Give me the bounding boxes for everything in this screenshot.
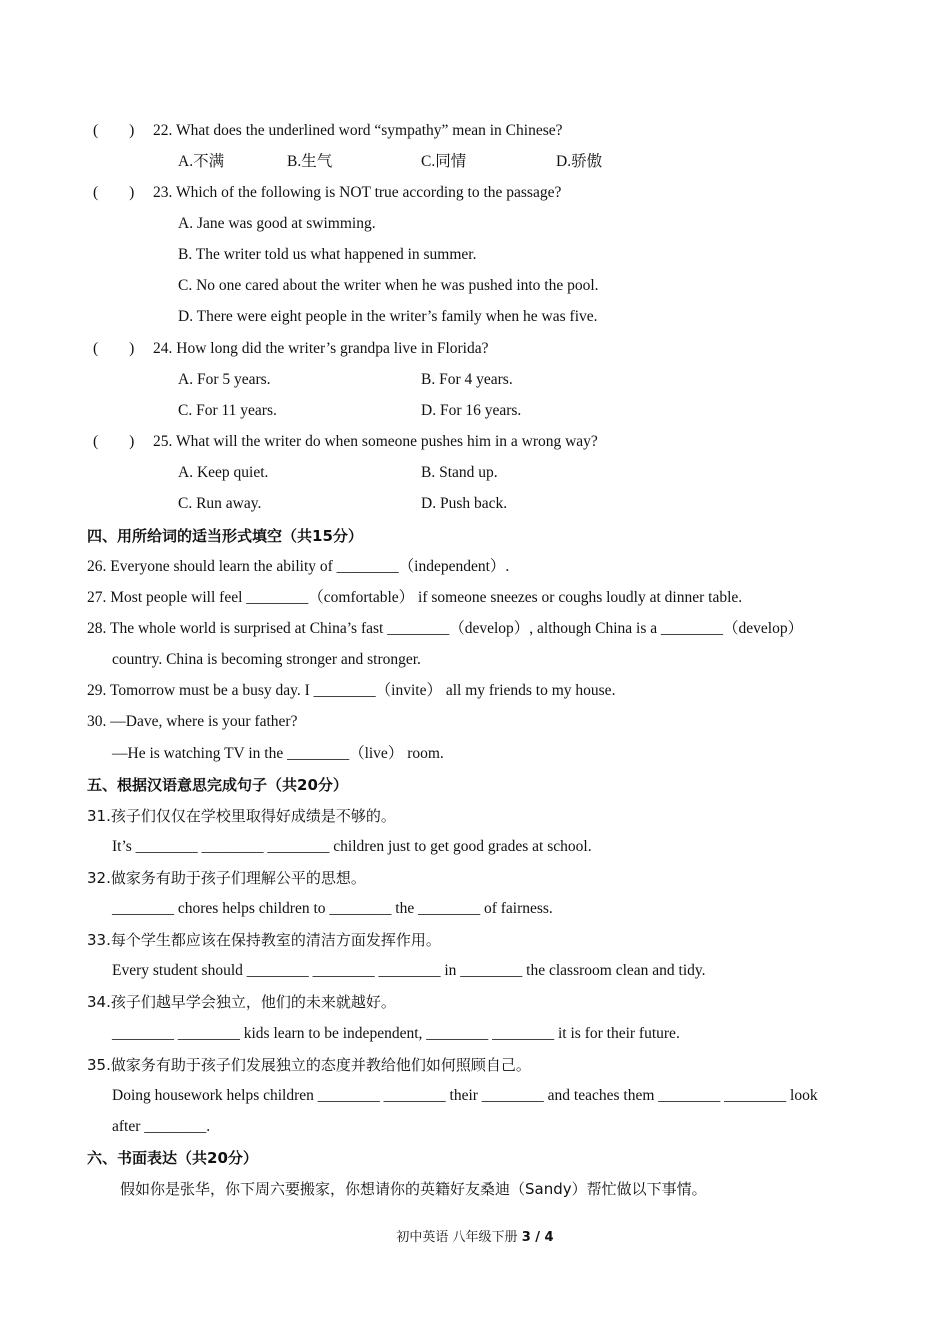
q28-line2: country. China is becoming stronger and stronger. xyxy=(112,651,421,668)
q35-english-line2: after ________. xyxy=(112,1118,211,1135)
section6-intro: 假如你是张华，你下周六要搬家，你想请你的英籍好友桑迪（Sandy）帮忙做以下事情。 xyxy=(120,1180,707,1198)
q22-stem: 22. What does the underlined word “sympathy” mean in Chinese? xyxy=(153,122,563,139)
q35-chinese: 35.做家务有助于孩子们发展独立的态度并教给他们如何照顾自己。 xyxy=(87,1056,531,1074)
q22-option-a: A.不满 xyxy=(178,153,225,170)
page-number: 3 / 4 xyxy=(521,1230,554,1245)
q24-option-a: A. For 5 years. xyxy=(178,371,271,388)
q22-option-d: D.骄傲 xyxy=(556,153,603,170)
q24-stem: 24. How long did the writer’s grandpa live in Florida? xyxy=(153,340,489,357)
q24-option-d: D. For 16 years. xyxy=(421,402,522,419)
q33-english: Every student should ________ ________ ________ in ________ the classroom clean and tidy. xyxy=(112,962,706,979)
q31-english: It’s ________ ________ ________ children just to get good grades at school. xyxy=(112,838,592,855)
q24-option-c: C. For 11 years. xyxy=(178,402,277,419)
q25-stem: 25. What will the writer do when someone pushes him in a wrong way? xyxy=(153,433,598,450)
q25-paren: ( ) xyxy=(93,433,135,450)
q23-option-d: D. There were eight people in the writer’s family when he was five. xyxy=(178,308,598,325)
q23-option-a: A. Jane was good at swimming. xyxy=(178,215,376,232)
q32-english: ________ chores helps children to ________ the ________ of fairness. xyxy=(112,900,553,917)
section5-title: 五、根据汉语意思完成句子（共20分） xyxy=(87,776,348,794)
q25-option-d: D. Push back. xyxy=(421,495,508,512)
q34-chinese: 34.孩子们越早学会独立，他们的未来就越好。 xyxy=(87,993,396,1011)
section4-title: 四、用所给词的适当形式填空（共15分） xyxy=(87,527,363,545)
q24-paren: ( ) xyxy=(93,340,135,357)
q23-stem: 23. Which of the following is NOT true according to the passage? xyxy=(153,184,562,201)
q27: 27. Most people will feel ________（comfortable） if someone sneezes or coughs loudly at dinner table. xyxy=(87,589,743,606)
q28-line1: 28. The whole world is surprised at China’s fast ________（develop）, although China is a ________（develop） xyxy=(87,620,804,637)
section6-title: 六、书面表达（共20分） xyxy=(87,1149,258,1167)
q23-option-b: B. The writer told us what happened in summer. xyxy=(178,246,477,263)
q22-option-b: B.生气 xyxy=(287,153,333,170)
q23-paren: ( ) xyxy=(93,184,135,201)
q26: 26. Everyone should learn the ability of ________（independent）. xyxy=(87,558,510,575)
q25-option-c: C. Run away. xyxy=(178,495,262,512)
q30-line2: —He is watching TV in the ________（live） room. xyxy=(112,745,444,762)
q29: 29. Tomorrow must be a busy day. I ________（invite） all my friends to my house. xyxy=(87,682,616,699)
q35-english-line1: Doing housework helps children ________ ________ their ________ and teaches them ________ ________ look xyxy=(112,1087,818,1104)
q25-option-b: B. Stand up. xyxy=(421,464,498,481)
q31-chinese: 31.孩子们仅仅在学校里取得好成绩是不够的。 xyxy=(87,807,396,825)
q24-option-b: B. For 4 years. xyxy=(421,371,513,388)
q25-option-a: A. Keep quiet. xyxy=(178,464,269,481)
page-footer xyxy=(0,1226,950,1245)
q32-chinese: 32.做家务有助于孩子们理解公平的思想。 xyxy=(87,869,366,887)
q33-chinese: 33.每个学生都应该在保持教室的清洁方面发挥作用。 xyxy=(87,931,441,949)
q34-english: ________ ________ kids learn to be independent, ________ ________ it is for their future. xyxy=(112,1025,680,1042)
q22-paren: ( ) xyxy=(93,122,135,139)
footer-label: 初中英语 八年级下册 xyxy=(396,1230,522,1245)
q23-option-c: C. No one cared about the writer when he was pushed into the pool. xyxy=(178,277,599,294)
q22-option-c: C.同情 xyxy=(421,153,467,170)
q30-line1: 30. —Dave, where is your father? xyxy=(87,713,298,730)
